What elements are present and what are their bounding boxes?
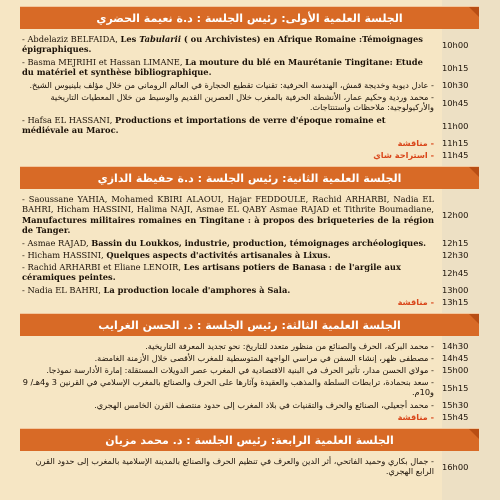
talk-time: 12h30 bbox=[442, 250, 469, 260]
discussion-label: - مناقشة bbox=[397, 412, 434, 422]
talk-time: 13h15 bbox=[442, 297, 469, 307]
session-1-title: الجلسة العلمية الأولى: رئيس الجلسة : د.ة نعيمة الحضري bbox=[96, 11, 403, 25]
talk-time: 12h45 bbox=[442, 267, 469, 278]
session-4-header bbox=[20, 428, 479, 451]
talk-text: - Asmae RAJAD, Bassin du Loukkos, industrie, production, témoignages archéologiques. bbox=[22, 238, 427, 248]
talk-time: 15h30 bbox=[442, 400, 469, 410]
session-3-title: الجلسة العلمية الثالثة: رئيس الجلسة : د. الحسن الغرايب bbox=[98, 318, 401, 332]
talk-time: 11h00 bbox=[442, 120, 469, 131]
talk-time: 15h15 bbox=[442, 382, 469, 393]
header-corner-decoration bbox=[469, 167, 479, 177]
talk-time: 16h00 bbox=[442, 461, 469, 472]
header-corner-decoration bbox=[469, 314, 479, 324]
talk-text: - محمد أجعيلي، الصنائع والحرف والتقنيات في بلاد المغرب إلى حدود منتصف القرن الخامس الهجري. bbox=[94, 400, 434, 410]
header-corner-decoration bbox=[469, 7, 479, 17]
discussion-label: - مناقشة bbox=[397, 297, 434, 307]
talk-text: - Abdelaziz BELFAIDA, Les Tabularii ( ou Archivistes) en Afrique Romaine :Témoignages épigraphiques. bbox=[22, 34, 423, 55]
talk-time: 13h00 bbox=[442, 285, 469, 295]
session-2-header bbox=[20, 166, 479, 189]
talk-text: - Hafsa EL HASSANI, Productions et importations de verre d'époque romaine et médiévale au Maroc. bbox=[22, 115, 386, 136]
talk-text: - Saoussane YAHIA, Mohamed KBIRI ALAOUI, Hajar FEDDOULE, Rachid ARHARBI, Nadia EL BAHRI, Hicham HASSINI, Halima NAJI, Asmae EL QABY Asmae RAJAD et Tithrite Boumadiane, Manufactures militaires romaines en Tingitane : à propos des briqueteries de la région de Tanger. bbox=[22, 194, 434, 236]
talk-text: - محمد وردية وحكيم عمار، الأنشطة الحرفية بالمغرب خلال العصرين القديم والوسيط من خلال المعطيات التاريخية والأركيولوجية: ملاحظات واستنتاجات. bbox=[50, 92, 434, 113]
talk-text: - مصطفى ظهر، إنشاء السفن في مراسي الواجهة المتوسطية للمغرب الأقصى خلال الأزمنة الغامضة. bbox=[94, 353, 434, 363]
talk-time: 14h30 bbox=[442, 341, 469, 351]
session-3-header bbox=[20, 313, 479, 336]
talk-time: 10h45 bbox=[442, 97, 469, 108]
break-label: - استراحة شاي bbox=[373, 150, 434, 160]
talk-text: - مولاي الحسن مدار، تأثير الحرف في البنية الاقتصادية في المغرب عصر الدويلات المستقلة: إمارة الأدارسة نموذجا. bbox=[46, 365, 434, 375]
talk-text: - Rachid ARHARBI et Eliane LENOIR, Les artisans potiers de Banasa : de l'argile aux céramiques peintes. bbox=[22, 262, 401, 283]
talk-time: 12h00 bbox=[442, 210, 469, 220]
talk-text: - Hicham HASSINI, Quelques aspects d'activités artisanales à Lixus. bbox=[22, 250, 331, 260]
talk-time: 11h15 bbox=[442, 138, 469, 148]
talk-time: 10h30 bbox=[442, 80, 469, 90]
talk-text: - Basma MEJRIHI et Hassan LIMANE, La mouture du blé en Maurétanie Tingitane: Etude du matériel et synthèse bibliographique. bbox=[22, 57, 423, 78]
session-4-title: الجلسة العلمية الرابعة: رئيس الجلسة : د. محمد مزيان bbox=[105, 433, 394, 447]
talk-time: 11h45 bbox=[442, 150, 469, 160]
talk-time: 10h00 bbox=[442, 39, 469, 50]
talk-text: - عادل ديوبة وخديجة قمش، الهندسة الحرفية: تقنيات تقطيع الحجارة في العالم الروماني من خلال مؤلف بلينيوس الشيخ. bbox=[29, 80, 434, 90]
talk-time: 15h00 bbox=[442, 365, 469, 375]
session-1-header bbox=[20, 6, 479, 29]
discussion-label: - مناقشة bbox=[397, 138, 434, 148]
talk-time: 12h15 bbox=[442, 238, 469, 248]
talk-time: 10h15 bbox=[442, 62, 469, 73]
talk-text: - محمد البركة، الحرف والصنائع من منظور متعدد للتاريخ: نحو تجديد المعرفة التاريخية. bbox=[145, 341, 434, 351]
session-2-title: الجلسة العلمية الثانية: رئيس الجلسة : د.ة حفيظة الدازي bbox=[97, 171, 402, 185]
talk-text: - سعد بنحمادة، ترابطات السلطة والمذهب والعقيدة وآثارها على الحرف والصنائع بالمغرب الإسلامي في القرنين 3 و4هـ/ 9 و10م. bbox=[22, 377, 434, 398]
talk-time: 14h45 bbox=[442, 353, 469, 363]
talk-text: - جمال بكاري وحميد الفاتحي، أثر الدين والعرف في تنظيم الحرف والصنائع بالمدينة الإسلامية بالمغرب إلى حدود القرن الرابع الهجري. bbox=[35, 456, 434, 477]
header-corner-decoration bbox=[469, 429, 479, 439]
talk-time: 15h45 bbox=[442, 412, 469, 422]
talk-text: - Nadia EL BAHRI, La production locale d'amphores à Sala. bbox=[22, 285, 291, 295]
